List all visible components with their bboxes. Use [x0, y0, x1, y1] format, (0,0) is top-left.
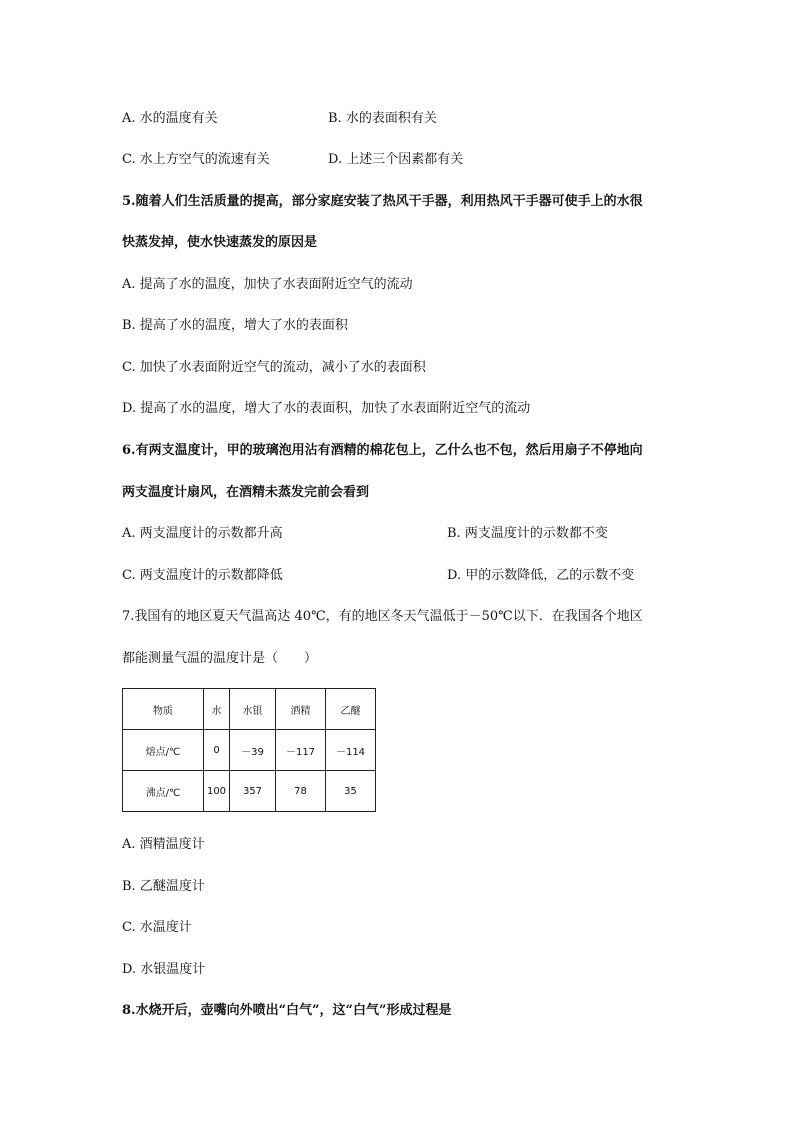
q6-option-a: A. 两支温度计的示数都升高	[122, 526, 283, 541]
table-row	[123, 771, 376, 812]
table-header-row	[123, 689, 376, 730]
q5-stem-line2: 快蒸发掉，使水快速蒸发的原因是	[122, 235, 318, 250]
table-cell: 熔点/℃	[123, 730, 204, 771]
q5-option-c: C. 加快了水表面附近空气的流动，减小了水的表面积	[122, 360, 426, 375]
table-cell: －39	[230, 730, 276, 771]
q7-option-a: A. 酒精温度计	[122, 837, 205, 852]
q6-option-d: D. 甲的示数降低，乙的示数不变	[447, 568, 635, 583]
table-cell: 0	[204, 730, 230, 771]
q4-option-d: D. 上述三个因素都有关	[328, 152, 464, 167]
q7-option-c: C. 水温度计	[122, 920, 192, 935]
q5-option-d: D. 提高了水的温度，增大了水的表面积，加快了水表面附近空气的流动	[122, 401, 531, 416]
q6-stem-line2: 两支温度计扇风，在酒精未蒸发完前会看到	[122, 485, 370, 500]
table-header-cell: 乙醚	[326, 689, 376, 730]
q6-option-c: C. 两支温度计的示数都降低	[122, 568, 283, 583]
table-header-cell: 酒精	[276, 689, 326, 730]
q4-option-b: B. 水的表面积有关	[328, 111, 437, 126]
q5-stem-line1: 5.随着人们生活质量的提高，部分家庭安装了热风干手器，利用热风干手器可使手上的水很	[122, 194, 643, 209]
table-cell: －114	[326, 730, 376, 771]
q5-option-b: B. 提高了水的温度，增大了水的表面积	[122, 318, 348, 333]
table-header-cell: 水银	[230, 689, 276, 730]
q7-option-d: D. 水银温度计	[122, 962, 206, 977]
table-cell: 357	[230, 771, 276, 812]
q7-stem-line2: 都能测量气温的温度计是（ ）	[122, 651, 318, 666]
q6-stem-line1: 6.有两支温度计，甲的玻璃泡用沾有酒精的棉花包上，乙什么也不包，然后用扇子不停地向	[122, 443, 643, 458]
q4-option-c: C. 水上方空气的流速有关	[122, 152, 270, 167]
table-cell: －117	[276, 730, 326, 771]
table-cell: 35	[326, 771, 376, 812]
melting-boiling-point-table	[122, 688, 376, 812]
table-cell: 78	[276, 771, 326, 812]
q4-option-a: A. 水的温度有关	[122, 111, 218, 126]
table-row	[123, 730, 376, 771]
q8-stem-line1: 8.水烧开后，壶嘴向外喷出“白气”，这“白气”形成过程是	[122, 1003, 452, 1018]
q6-option-b: B. 两支温度计的示数都不变	[447, 526, 608, 541]
table-header-cell: 水	[204, 689, 230, 730]
table-header-cell: 物质	[123, 689, 204, 730]
q7-stem-line1: 7.我国有的地区夏天气温高达 40℃，有的地区冬天气温低于－50℃以下．在我国各个地区	[122, 609, 643, 624]
table-cell: 100	[204, 771, 230, 812]
q7-option-b: B. 乙醚温度计	[122, 879, 205, 894]
q5-option-a: A. 提高了水的温度，加快了水表面附近空气的流动	[122, 277, 413, 292]
table-cell: 沸点/℃	[123, 771, 204, 812]
